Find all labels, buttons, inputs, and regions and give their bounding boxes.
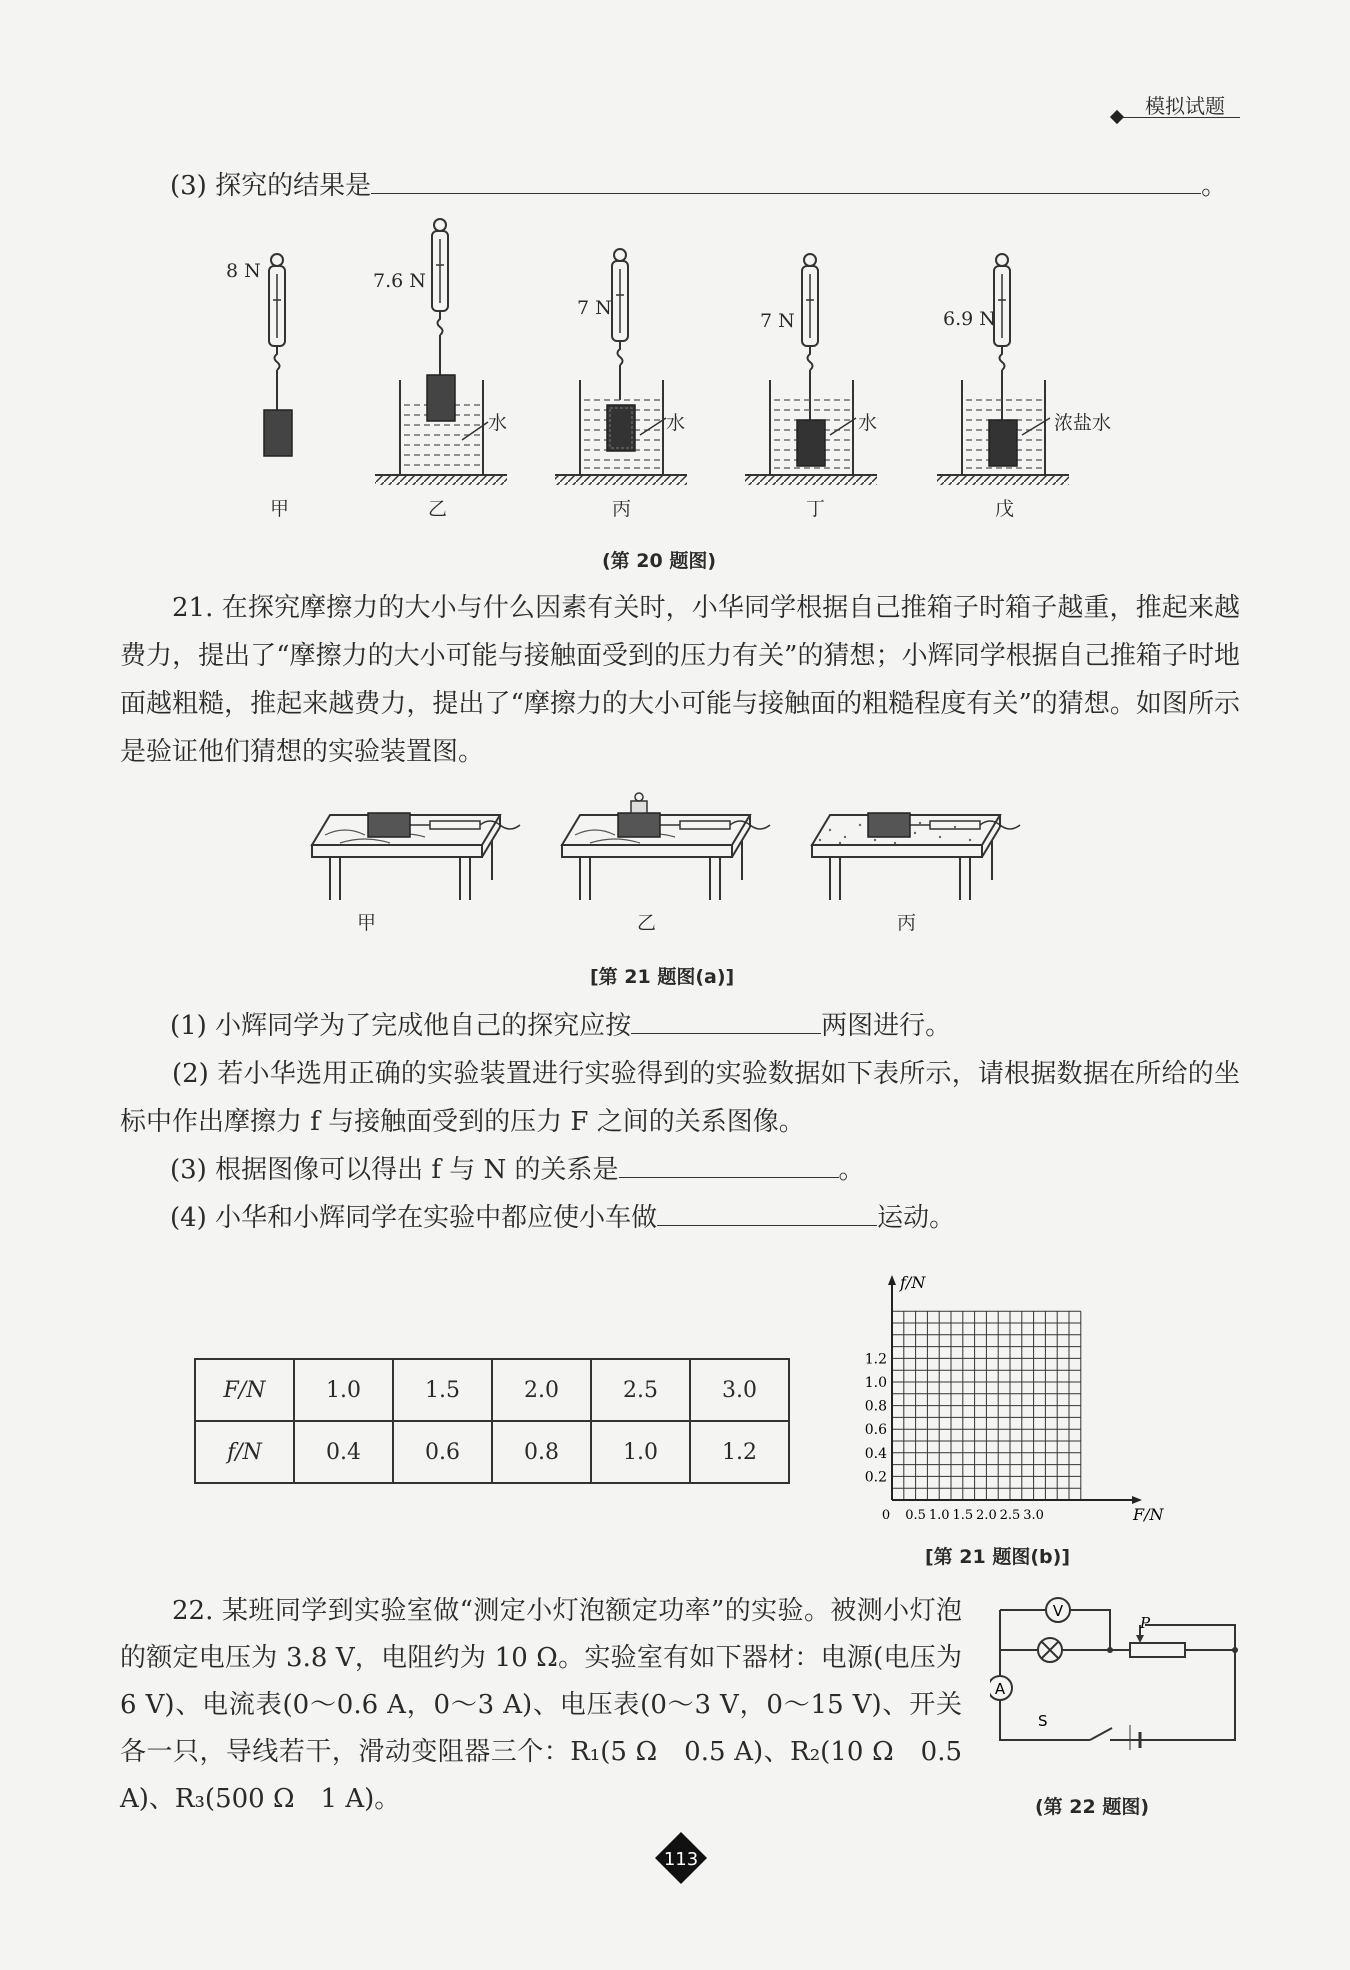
q20-fig-bing [555,249,687,485]
q21-graph-y-ticks [865,1351,887,1485]
q21-part4-prefix: (4) 小华和小辉同学在实验中都应使小车做 [170,1203,658,1233]
q20-reading-1: 8 N [226,260,261,282]
table-cell: F/N [195,1359,294,1421]
q21-label-jia: 甲 [357,912,377,934]
q21-part3-suffix: 。 [838,1155,865,1185]
q20-reading-3: 7 N [577,297,612,319]
q21-part4-blank [657,1195,877,1226]
table-cell: 3.0 [690,1359,789,1421]
voltmeter-label: V [1052,1602,1064,1620]
y-tick-label: 0.4 [864,1445,887,1462]
q21-part3-prefix: (3) 根据图像可以得出 f 与 N 的关系是 [170,1155,619,1185]
x-tick-label: 0.5 [905,1508,926,1523]
q21-data-table [194,1358,790,1484]
q21-part3-blank [619,1147,839,1178]
q21-label-bing: 丙 [897,912,917,934]
page-number-badge [655,1832,707,1884]
q20-label-jia: 甲 [270,498,290,520]
table-cell: 1.0 [591,1421,690,1483]
q21-part3 [170,1146,865,1194]
switch-label: S [1038,1712,1048,1730]
q21-graph-grid [892,1311,1081,1500]
table-cell: 1.5 [393,1359,492,1421]
q21-part4 [170,1194,955,1242]
table-cell: 0.6 [393,1421,492,1483]
x-tick-label: 1.5 [952,1508,974,1523]
q20-fig-wu [937,254,1069,485]
table-cell: f/N [195,1421,294,1483]
q21-fig-jia [312,813,520,900]
y-tick-label: 0.6 [864,1422,887,1439]
q21-part1-prefix: (1) 小辉同学为了完成他自己的探究应按 [170,1011,632,1041]
q20-part3-prefix: (3) 探究的结果是 [170,171,372,201]
q21-part1-blank [631,1003,821,1034]
table-cell: 1.0 [294,1359,393,1421]
slider-label: P [1140,1614,1151,1632]
q20-fig-ding [745,254,877,485]
q21-caption-b: [第 21 题图(b)] [925,1546,1071,1568]
y-tick-label: 1.2 [864,1351,887,1368]
q20-part3 [170,162,1227,210]
q20-liquid-4: 浓盐水 [1054,412,1112,434]
q20-label-yi: 乙 [428,498,448,520]
y-tick-label: 1.0 [864,1375,887,1391]
q20-fig-jia [264,254,292,456]
table-row [195,1421,789,1483]
q21-graph-x-arrow [1132,1496,1142,1504]
q20-liquid-2: 水 [666,412,686,434]
table-cell: 2.5 [591,1359,690,1421]
q20-figure [200,210,1100,540]
q21-caption-a: [第 21 题图(a)] [590,966,735,988]
q21-intro: 21. 在探究摩擦力的大小与什么因素有关时，小华同学根据自己推箱子时箱子越重，推起来越费力，提出了“摩擦力的大小可能与接触面受到的压力有关”的猜想；小辉同学根据自己推箱子时地面越粗糙，推起来越费力，提出了“摩擦力的大小可能与接触面的粗糙程度有关”的猜想。如图所示是验证他们猜想的实验装置图。 [120,593,1240,767]
header-section: 模拟试题 [1145,94,1225,118]
q21-label-yi: 乙 [637,912,657,934]
q21-fig-yi [562,793,770,900]
table-cell: 1.2 [690,1421,789,1483]
q22-caption: (第 22 题图) [1035,1796,1150,1818]
x-tick-label: 1.0 [928,1508,950,1523]
q21-graph [850,1270,1180,1530]
page-number: 113 [663,1849,699,1870]
q21-part1-suffix: 两图进行。 [821,1011,952,1041]
q20-part3-suffix: 。 [1201,171,1228,201]
q21-part2: (2) 若小华选用正确的实验装置进行实验得到的实验数据如下表所示，请根据数据在所给的坐标中作出摩擦力 f 与接触面受到的压力 F 之间的关系图像。 [120,1059,1240,1137]
x-tick-label: 2.5 [999,1508,1021,1523]
table-cell: 0.8 [492,1421,591,1483]
table-cell: 0.4 [294,1421,393,1483]
q20-liquid-1: 水 [488,412,508,434]
y-tick-label: 0.8 [864,1398,887,1415]
y-tick-label: 0.2 [864,1469,887,1486]
q21-graph-y-label: f/N [900,1273,926,1292]
q20-reading-5: 6.9 N [943,308,996,330]
table-row [195,1359,789,1421]
q20-label-bing: 丙 [612,498,632,520]
q20-reading-2: 7.6 N [373,270,426,292]
q21-figure-a [300,785,1060,905]
q20-label-wu: 戊 [995,498,1015,520]
q21-part4-suffix: 运动。 [877,1203,956,1233]
x-tick-label: 2.0 [976,1508,997,1523]
q20-caption: (第 20 题图) [602,550,717,572]
q21-graph-y-arrow [888,1275,896,1285]
q21-graph-x-ticks [882,1508,1044,1523]
q21-fig-bing [812,813,1020,900]
q22-circuit [990,1590,1250,1750]
x-tick-label: 0 [881,1508,891,1523]
q20-reading-4: 7 N [760,310,795,332]
q22-text: 22. 某班同学到实验室做“测定小灯泡额定功率”的实验。被测小灯泡的额定电压为 3.8 V，电阻约为 10 Ω。实验室有如下器材：电源(电压为6 V)、电流表(0～0.6 A，0～3 A)、电压表(0～3 V，0～15 V)、开关各一只，导线若干，滑动变阻器三个：R₁(5 Ω 0.5 A)、R₂(10 Ω 0.5 A)、R₃(500 Ω 1 A)。 [120,1596,962,1814]
q20-liquid-3: 水 [858,412,878,434]
ammeter-label: A [994,1680,1006,1698]
header-diamond-icon [1110,110,1124,124]
q20-part3-blank [371,163,1201,194]
q21-graph-x-label: F/N [1133,1505,1164,1524]
table-cell: 2.0 [492,1359,591,1421]
q21-part1 [170,1002,951,1050]
q20-label-ding: 丁 [806,498,826,520]
x-tick-label: 3.0 [1023,1508,1044,1523]
q20-fig-yi [375,219,507,485]
